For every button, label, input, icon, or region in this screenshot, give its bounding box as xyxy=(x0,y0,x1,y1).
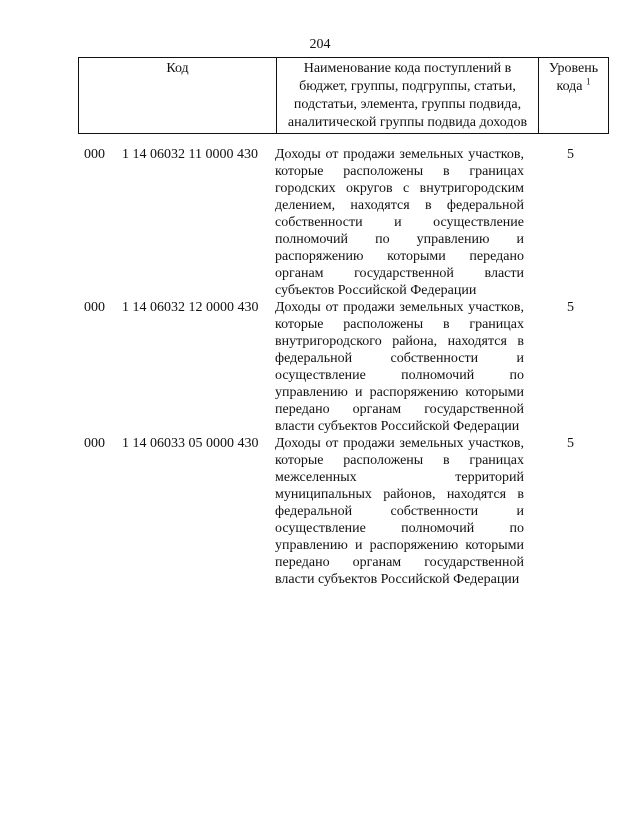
column-header-name: Наименование кода поступлений в бюджет, группы, подгруппы, статьи, подстатьи, элемента, группы подвида, аналитической группы подвида доходов xyxy=(277,58,539,134)
row-level: 5 xyxy=(567,300,574,315)
column-header-code: Код xyxy=(79,58,277,134)
row-prefix: 000 xyxy=(84,300,105,315)
row-code: 1 14 06032 11 0000 430 xyxy=(122,147,258,162)
row-name: Доходы от продажи земельных участков, которые расположены в границах межселенных территорий муниципальных районов, находятся в федеральной собственности и осуществление полномочий по управлению и распоряжению которыми передано органам государственной власти субъектов Российской Федерации xyxy=(275,436,524,587)
table-header-row xyxy=(79,58,609,134)
column-header-level xyxy=(539,58,609,134)
row-name: Доходы от продажи земельных участков, которые расположены в границах городских округов с внутригородским делением, находятся в федеральной собственности и осуществление полномочий по управлению и распоряжению которыми передано органам государственной власти субъектов Российской Федерации xyxy=(275,147,524,298)
row-prefix: 000 xyxy=(84,147,105,162)
row-level: 5 xyxy=(567,436,574,451)
table-row xyxy=(78,299,609,435)
table-header xyxy=(78,57,609,134)
row-name: Доходы от продажи земельных участков, которые расположены в границах внутригородского района, находятся в федеральной собственности и осуществление полномочий по управлению и распоряжению которыми передано органам государственной власти субъектов Российской Федерации xyxy=(275,300,524,434)
table-row xyxy=(78,435,609,588)
table-row xyxy=(78,146,609,299)
table-body xyxy=(78,146,609,588)
column-header-level-label: Уровень кода xyxy=(548,61,599,94)
row-level: 5 xyxy=(567,147,574,162)
row-code: 1 14 06033 05 0000 430 xyxy=(122,436,259,451)
level-footnote-marker: 1 xyxy=(586,76,591,87)
page-number: 204 xyxy=(309,37,331,52)
row-code: 1 14 06032 12 0000 430 xyxy=(122,300,259,315)
row-prefix: 000 xyxy=(84,436,105,451)
